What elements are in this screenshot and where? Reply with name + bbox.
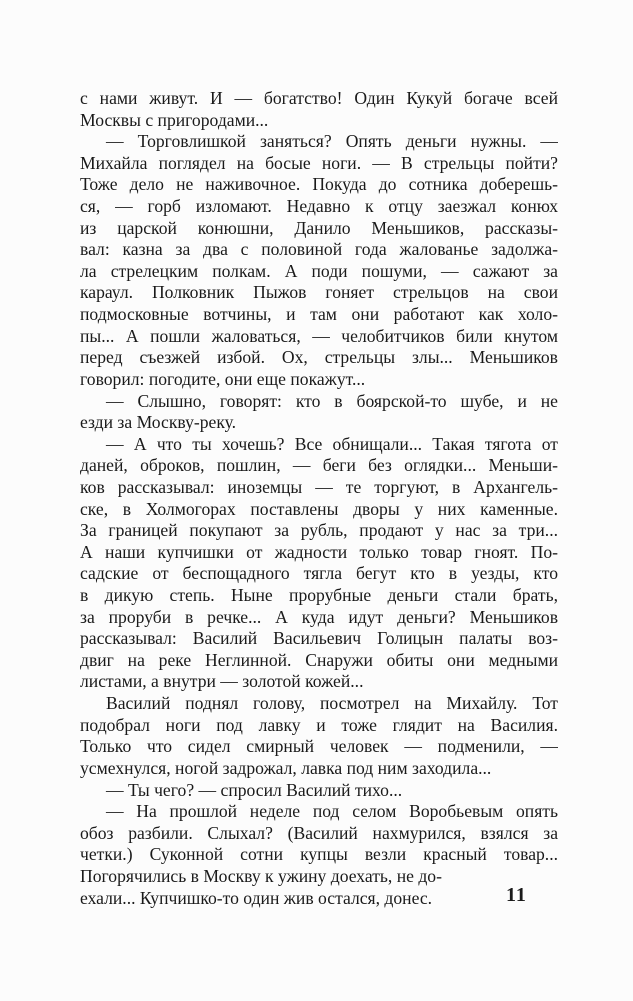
text-line: Москвы с пригородами...	[80, 109, 269, 130]
body-text	[80, 88, 558, 909]
text-line: — На прошлой неделе под селом Воробьевым опять	[106, 801, 558, 822]
text-line: четки.) Суконной сотни купцы везли красный товар...	[80, 844, 558, 865]
text-line: Тоже дело не наживочное. Покуда до сотника доберешь-	[80, 174, 558, 195]
text-line: Погорячились в Москву к ужину доехать, не до-	[80, 865, 442, 886]
text-line: двиг на реке Неглинной. Снаружи обиты они медными	[80, 649, 558, 670]
text-line: садские от беспощадного тягла бегут кто в уезды, кто	[80, 563, 558, 584]
text-line: говорил: погодите, они еще покажут...	[80, 368, 366, 389]
text-line: караул. Полковник Пыжов гоняет стрельцов на свои	[80, 282, 558, 303]
text-line: за проруби в речке... А куда идут деньги? Меньшиков	[80, 606, 558, 627]
text-line: ков рассказывал: иноземцы — те торгуют, в Архангель-	[80, 476, 558, 497]
text-line: — Ты чего? — спросил Василий тихо...	[106, 779, 403, 800]
text-line: А наши купчишки от жадности только товар гноят. По-	[80, 541, 558, 562]
text-line: вал: казна за два с половиной года жалованье задолжа-	[80, 239, 558, 260]
text-line: усмехнулся, ногой задрожал, лавка под ним заходила...	[80, 757, 492, 778]
page-number: 11	[506, 884, 527, 906]
text-line: ске, в Холмогорах поставлены дворы у них каменные.	[80, 498, 558, 519]
text-line: обоз разбили. Слыхал? (Василий нахмурился, взялся за	[80, 822, 558, 843]
text-line: — Торговлишкой заняться? Опять деньги нужны. —	[106, 131, 558, 152]
text-line: езди за Москву-реку.	[80, 412, 237, 433]
text-line: подобрал ноги под лавку и тоже глядит на Василия.	[80, 714, 558, 735]
text-line: подмосковные вотчины, и там они работают как холо-	[80, 304, 558, 325]
text-line: За границей покупают за рубль, продают у нас за три...	[80, 520, 558, 541]
text-line: — Слышно, говорят: кто в боярской-то шубе, и не	[106, 390, 558, 411]
text-line: пы... А пошли жаловаться, — челобитчиков били кнутом	[80, 325, 558, 346]
text-line: с нами живут. И — богатство! Один Кукуй богаче всей	[80, 88, 558, 108]
text-line: ся, — горб изломают. Недавно к отцу заезжал конюх	[80, 196, 558, 217]
text-line: — А что ты хочешь? Все обнищали... Такая тягота от	[106, 433, 558, 454]
text-line: Василий поднял голову, посмотрел на Михайлу. Тот	[106, 693, 558, 714]
text-line: даней, оброков, пошлин, — беги без оглядки... Меньши-	[80, 455, 558, 476]
text-line: в дикую степь. Ныне прорубные деньги стали брать,	[80, 585, 558, 606]
text-line: из царской конюшни, Данило Меньшиков, рассказы-	[80, 217, 558, 238]
text-line: ла стрелецким полкам. А поди пошуми, — сажают за	[80, 260, 558, 281]
text-line: Только что сидел смирный человек — подменили, —	[80, 736, 558, 757]
text-line: Михайла поглядел на босые ноги. — В стрельцы пойти?	[80, 152, 558, 173]
text-line: ехали... Купчишко-то один жив остался, донес.	[80, 887, 433, 908]
text-line: перед съезжей избой. Ох, стрельцы злы... Меньшиков	[80, 347, 558, 368]
text-line: рассказывал: Василий Васильевич Голицын палаты воз-	[80, 628, 558, 649]
text-line: листами, а внутри — золотой кожей...	[80, 671, 364, 692]
